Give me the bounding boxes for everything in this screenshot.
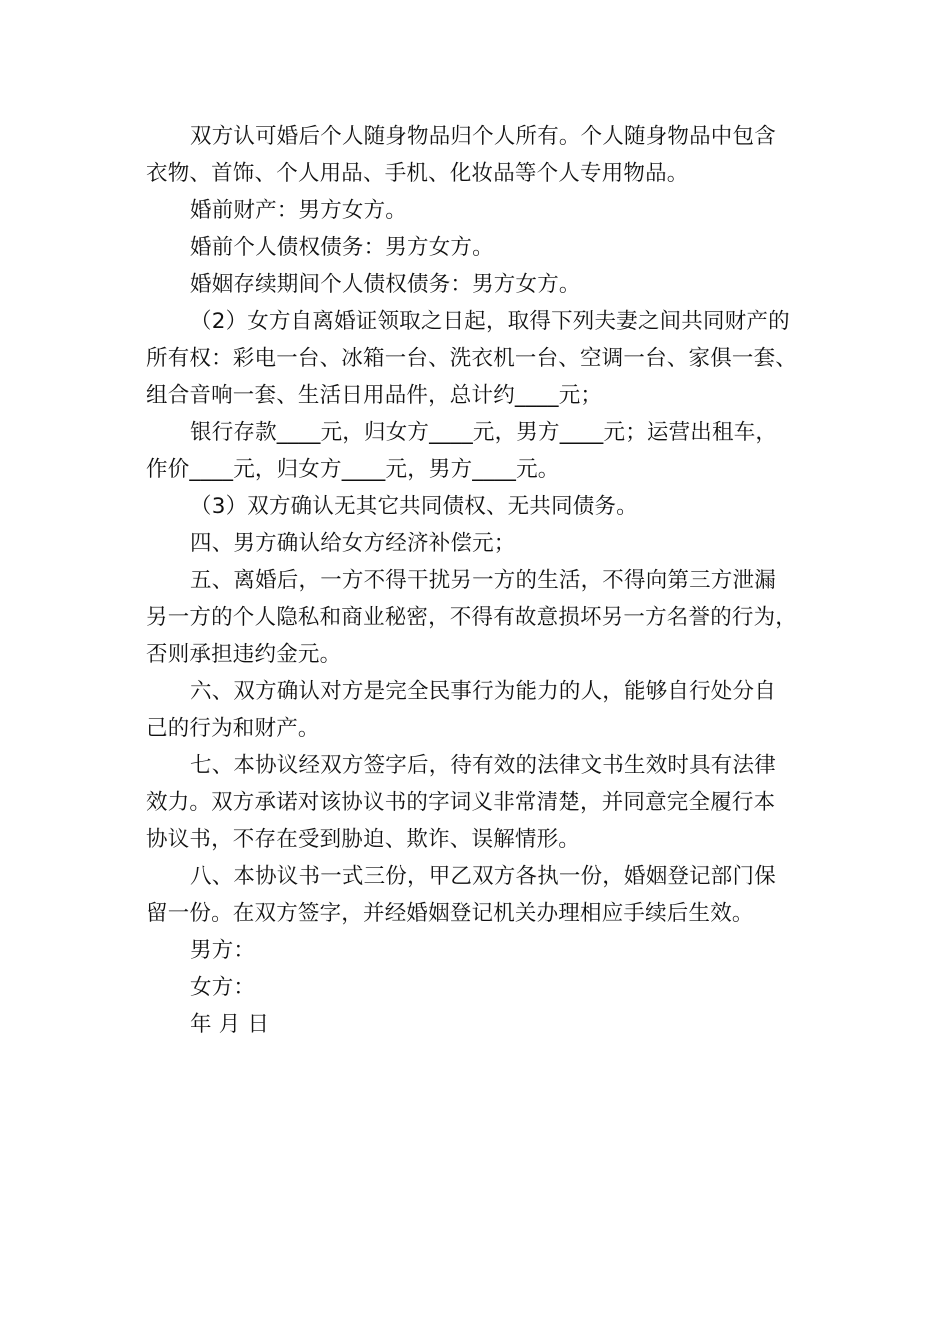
text-line: 七、本协议经双方签字后，待有效的法律文书生效时具有法律 bbox=[190, 753, 776, 778]
agreement-body bbox=[146, 118, 836, 1043]
paragraph-marital-debts bbox=[146, 266, 836, 303]
text-line: 银行存款____元，归女方____元，男方____元；运营出租车， bbox=[190, 420, 778, 445]
signature-date: 年 月 日 bbox=[190, 1012, 270, 1037]
text-line: 双方认可婚后个人随身物品归个人所有。个人随身物品中包含 bbox=[190, 124, 776, 149]
text-line: 协议书，不存在受到胁迫、欺诈、误解情形。 bbox=[146, 827, 581, 852]
text-line: 另一方的个人隐私和商业秘密，不得有故意损坏另一方名誉的行为， bbox=[146, 605, 798, 630]
text-line: 所有权：彩电一台、冰箱一台、洗衣机一台、空调一台、家俱一套、 bbox=[146, 346, 798, 371]
text-line: 衣物、首饰、个人用品、手机、化妆品等个人专用物品。 bbox=[146, 161, 689, 186]
paragraph-joint-property bbox=[146, 303, 836, 414]
text-line: 婚姻存续期间个人债权债务：男方女方。 bbox=[190, 272, 581, 297]
paragraph-non-interference bbox=[146, 562, 836, 673]
text-line: 己的行为和财产。 bbox=[146, 716, 320, 741]
text-line: 六、双方确认对方是完全民事行为能力的人，能够自行处分自 bbox=[190, 679, 776, 704]
text-line: 组合音响一套、生活日用品件，总计约____元； bbox=[146, 383, 603, 408]
paragraph-personal-items bbox=[146, 118, 836, 192]
paragraph-compensation bbox=[146, 525, 836, 562]
text-line: 婚前财产：男方女方。 bbox=[190, 198, 408, 223]
text-line: 四、男方确认给女方经济补偿元； bbox=[190, 531, 516, 556]
text-line: 效力。双方承诺对该协议书的字词义非常清楚，并同意完全履行本 bbox=[146, 790, 776, 815]
text-line: （2）女方自离婚证领取之日起，取得下列夫妻之间共同财产的 bbox=[190, 309, 790, 334]
signature-female: 女方： bbox=[190, 975, 256, 1000]
text-line: 八、本协议书一式三份，甲乙双方各执一份，婚姻登记部门保 bbox=[190, 864, 776, 889]
text-line: 否则承担违约金元。 bbox=[146, 642, 342, 667]
text-line: 作价____元，归女方____元，男方____元。 bbox=[146, 457, 560, 482]
text-line: 五、离婚后，一方不得干扰另一方的生活，不得向第三方泄漏 bbox=[190, 568, 776, 593]
text-line: 婚前个人债权债务：男方女方。 bbox=[190, 235, 494, 260]
paragraph-premarital-debts bbox=[146, 229, 836, 266]
paragraph-bank-deposit bbox=[146, 414, 836, 488]
paragraph-no-joint-debt bbox=[146, 488, 836, 525]
paragraph-premarital-property bbox=[146, 192, 836, 229]
paragraph-copies bbox=[146, 858, 836, 932]
signature-male: 男方： bbox=[190, 938, 256, 963]
paragraph-capacity bbox=[146, 673, 836, 747]
text-line: 留一份。在双方签字，并经婚姻登记机关办理相应手续后生效。 bbox=[146, 901, 754, 926]
text-line: （3）双方确认无其它共同债权、无共同债务。 bbox=[190, 494, 638, 519]
paragraph-effectiveness bbox=[146, 747, 836, 858]
